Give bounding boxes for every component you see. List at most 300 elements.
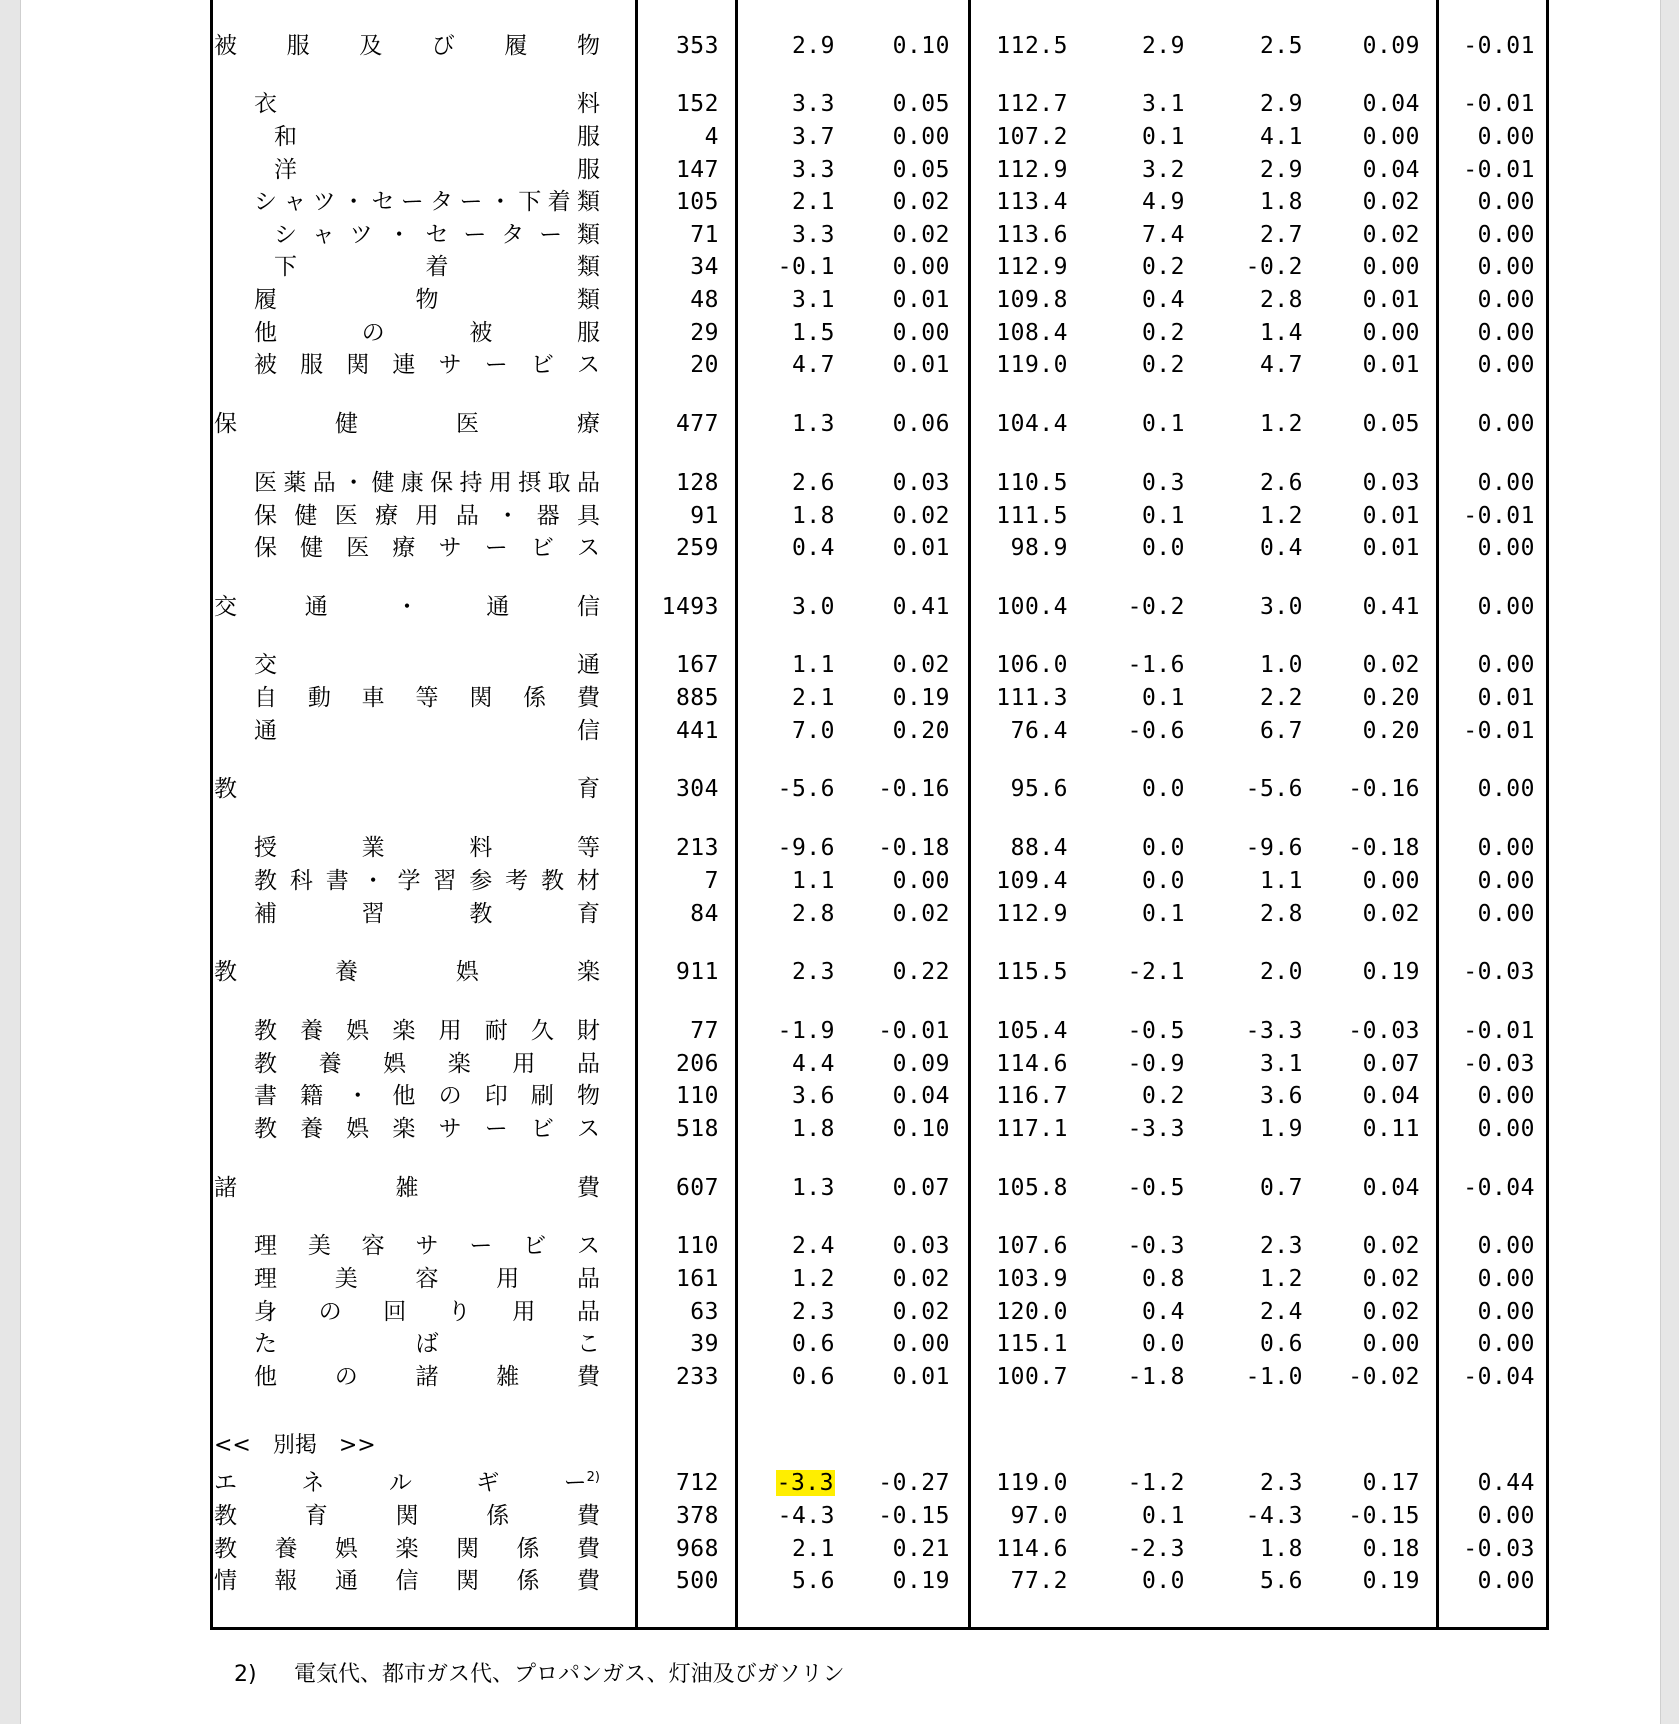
table-row <box>0 219 1679 251</box>
table-cell: 152 <box>675 91 719 117</box>
footnote-text: 電気代、都市ガス代、プロパンガス、灯油及びガソリン <box>294 1662 845 1687</box>
table-cell: 0.19 <box>892 685 950 711</box>
table-cell: 0.00 <box>1477 594 1535 620</box>
table-row <box>0 1328 1679 1360</box>
table-cell: -0.18 <box>1348 835 1420 861</box>
table-cell: 0.17 <box>1362 1470 1420 1496</box>
table-cell: 0.2 <box>1141 352 1185 378</box>
table-cell: 0.6 <box>791 1331 835 1357</box>
table-cell: 0.4 <box>791 535 835 561</box>
table-cell: -0.16 <box>878 776 950 802</box>
table-cell: 0.04 <box>1362 91 1420 117</box>
table-cell: -0.27 <box>878 1470 950 1496</box>
table-cell: 0.01 <box>1477 685 1535 711</box>
table-cell: 0.20 <box>1362 718 1420 744</box>
table-cell: 0.4 <box>1259 535 1303 561</box>
separate-section-heading: << 別掲 >> <box>214 1433 376 1458</box>
table-cell: 0.6 <box>1259 1331 1303 1357</box>
row-label: 教 養 娯 楽 用 耐 久 財 <box>254 1018 600 1044</box>
table-cell: 0.00 <box>892 254 950 280</box>
table-cell: 2.5 <box>1259 33 1303 59</box>
table-cell: 0.06 <box>892 411 950 437</box>
table-cell: 2.0 <box>1259 959 1303 985</box>
table-cell: 1.2 <box>1259 503 1303 529</box>
table-cell: 0.00 <box>1362 868 1420 894</box>
table-cell: 0.00 <box>1477 352 1535 378</box>
table-row <box>0 1467 1679 1499</box>
table-row <box>0 154 1679 186</box>
table-cell: 0.05 <box>1362 411 1420 437</box>
table-row <box>0 121 1679 153</box>
table-row <box>0 865 1679 897</box>
table-cell: 119.0 <box>996 352 1068 378</box>
table-cell: 63 <box>690 1299 719 1325</box>
table-cell: 0.19 <box>1362 959 1420 985</box>
footnote <box>234 1660 845 1690</box>
table-cell: 0.07 <box>892 1175 950 1201</box>
table-cell: 0.00 <box>1477 124 1535 150</box>
table-cell: 103.9 <box>996 1266 1068 1292</box>
row-label: 保 健 医 療 <box>214 411 600 437</box>
table-row <box>0 832 1679 864</box>
table-cell: 1.1 <box>791 868 835 894</box>
table-cell: -3.3 <box>1127 1116 1185 1142</box>
table-cell: 0.02 <box>892 652 950 678</box>
table-cell: 110 <box>675 1083 719 1109</box>
table-cell: 2.2 <box>1259 685 1303 711</box>
row-label: 被 服 関 連 サ ー ビ ス <box>254 352 600 378</box>
table-cell: 0.0 <box>1141 535 1185 561</box>
table-cell: -0.9 <box>1127 1051 1185 1077</box>
table-cell: 0.04 <box>1362 1175 1420 1201</box>
table-cell: 0.07 <box>1362 1051 1420 1077</box>
table-cell: 0.02 <box>892 1299 950 1325</box>
table-cell: 112.5 <box>996 33 1068 59</box>
table-cell: 76.4 <box>1010 718 1068 744</box>
row-label: シ ャ ツ ・ セ ー タ ー 類 <box>274 222 600 248</box>
table-cell: 109.4 <box>996 868 1068 894</box>
table-cell: 2.4 <box>791 1233 835 1259</box>
table-cell: -0.01 <box>1463 503 1535 529</box>
table-row <box>0 1172 1679 1204</box>
table-cell: -0.15 <box>878 1503 950 1529</box>
table-cell: 0.02 <box>1362 1299 1420 1325</box>
table-cell: 114.6 <box>996 1051 1068 1077</box>
table-cell: 2.3 <box>791 959 835 985</box>
table-cell: 0.04 <box>1362 157 1420 183</box>
table-row <box>0 532 1679 564</box>
table-cell: -0.04 <box>1463 1364 1535 1390</box>
table-cell: -0.03 <box>1348 1018 1420 1044</box>
table-cell: 0.00 <box>1362 320 1420 346</box>
row-label: 補 習 教 育 <box>254 901 600 927</box>
table-cell: 112.9 <box>996 901 1068 927</box>
table-cell: 0.02 <box>1362 222 1420 248</box>
row-label: 教 養 娯 楽 サ ー ビ ス <box>254 1116 600 1142</box>
table-cell: -0.01 <box>1463 91 1535 117</box>
table-cell: 0.05 <box>892 157 950 183</box>
table-cell: 112.9 <box>996 254 1068 280</box>
table-cell: 2.8 <box>1259 901 1303 927</box>
table-cell: 105.4 <box>996 1018 1068 1044</box>
table-row <box>0 1048 1679 1080</box>
table-cell: 911 <box>675 959 719 985</box>
table-cell: 1493 <box>661 594 719 620</box>
table-cell: 0.01 <box>892 535 950 561</box>
table-cell: 2.6 <box>1259 470 1303 496</box>
table-cell: 34 <box>690 254 719 280</box>
table-cell: 0.00 <box>1477 320 1535 346</box>
table-cell: 0.18 <box>1362 1536 1420 1562</box>
table-cell: 1.3 <box>791 1175 835 1201</box>
table-row <box>0 186 1679 218</box>
row-label: 教 育 <box>214 776 600 802</box>
table-row <box>0 500 1679 532</box>
table-cell: -0.01 <box>1463 157 1535 183</box>
table-cell: -0.15 <box>1348 1503 1420 1529</box>
table-cell: 29 <box>690 320 719 346</box>
table-cell: 0.03 <box>1362 470 1420 496</box>
table-row <box>0 251 1679 283</box>
table-cell: 107.2 <box>996 124 1068 150</box>
row-label: 被 服 及 び 履 物 <box>214 33 600 59</box>
table-cell: 100.4 <box>996 594 1068 620</box>
table-cell: 0.1 <box>1141 901 1185 927</box>
table-cell: 1.0 <box>1259 652 1303 678</box>
table-cell: 0.41 <box>892 594 950 620</box>
table-cell: -0.02 <box>1348 1364 1420 1390</box>
table-cell: 518 <box>675 1116 719 1142</box>
table-cell: 4 <box>704 124 719 150</box>
table-cell: 2.9 <box>1141 33 1185 59</box>
table-cell: 97.0 <box>1010 1503 1068 1529</box>
table-row <box>0 1015 1679 1047</box>
table-cell: 0.02 <box>1362 1266 1420 1292</box>
row-label: 教 養 娯 楽 関 係 費 <box>214 1536 600 1562</box>
table-cell: 0.1 <box>1141 124 1185 150</box>
row-label: 教 育 関 係 費 <box>214 1503 600 1529</box>
table-cell: 233 <box>675 1364 719 1390</box>
table-cell: 71 <box>690 222 719 248</box>
table-row <box>0 1080 1679 1112</box>
table-cell: 0.00 <box>1477 776 1535 802</box>
table-cell: 1.9 <box>1259 1116 1303 1142</box>
table-cell: 1.4 <box>1259 320 1303 346</box>
table-cell: 0.00 <box>1477 222 1535 248</box>
table-cell: 107.6 <box>996 1233 1068 1259</box>
table-cell: 2.7 <box>1259 222 1303 248</box>
table-cell: 0.1 <box>1141 411 1185 437</box>
table-row <box>0 1296 1679 1328</box>
row-label: 洋 服 <box>274 157 600 183</box>
row-label: エ ネ ル ギ ー$^{2)}$ <box>214 1470 600 1496</box>
footnote-number: 2) <box>234 1662 257 1687</box>
table-cell: 0.00 <box>1477 652 1535 678</box>
table-cell: 0.00 <box>1477 1233 1535 1259</box>
row-label: 理 美 容 サ ー ビ ス <box>254 1233 600 1259</box>
row-label: 交 通 ・ 通 信 <box>214 594 600 620</box>
table-row <box>0 591 1679 623</box>
row-label: 身 の 回 り 用 品 <box>254 1299 600 1325</box>
table-cell: 0.01 <box>1362 352 1420 378</box>
row-label: シ ャ ツ ・ セ ー タ ー ・ 下 着 類 <box>254 189 600 215</box>
row-label: 自 動 車 等 関 係 費 <box>254 685 600 711</box>
table-cell: 7.0 <box>791 718 835 744</box>
table-cell: 2.3 <box>1259 1233 1303 1259</box>
table-cell: 1.8 <box>791 503 835 529</box>
table-cell: 213 <box>675 835 719 861</box>
table-cell: 91 <box>690 503 719 529</box>
table-cell: 3.6 <box>791 1083 835 1109</box>
table-cell: -0.01 <box>1463 1018 1535 1044</box>
table-cell: 3.0 <box>1259 594 1303 620</box>
table-cell: 0.2 <box>1141 320 1185 346</box>
table-cell: 108.4 <box>996 320 1068 346</box>
table-cell: -9.6 <box>777 835 835 861</box>
table-cell: 1.8 <box>791 1116 835 1142</box>
table-row <box>0 1500 1679 1532</box>
table-cell: 0.20 <box>1362 685 1420 711</box>
row-label: 授 業 料 等 <box>254 835 600 861</box>
table-cell: 0.44 <box>1477 1470 1535 1496</box>
table-cell: 1.2 <box>1259 1266 1303 1292</box>
table-cell: 0.20 <box>892 718 950 744</box>
row-label: 教 養 娯 楽 用 品 <box>254 1051 600 1077</box>
table-cell: -0.5 <box>1127 1018 1185 1044</box>
table-cell: 0.7 <box>1259 1175 1303 1201</box>
table-cell: -2.3 <box>1127 1536 1185 1562</box>
table-cell: 0.05 <box>892 91 950 117</box>
row-label: 交 通 <box>254 652 600 678</box>
table-row <box>0 1230 1679 1262</box>
table-cell: 2.1 <box>791 1536 835 1562</box>
table-cell: 104.4 <box>996 411 1068 437</box>
table-cell: 4.4 <box>791 1051 835 1077</box>
table-cell: 48 <box>690 287 719 313</box>
table-cell: 1.2 <box>1259 411 1303 437</box>
table-cell: 0.00 <box>1362 124 1420 150</box>
table-cell: 88.4 <box>1010 835 1068 861</box>
table-row <box>0 349 1679 381</box>
table-cell: 2.6 <box>791 470 835 496</box>
table-cell: 0.04 <box>1362 1083 1420 1109</box>
table-cell: -0.16 <box>1348 776 1420 802</box>
table-row <box>0 1533 1679 1565</box>
row-label: 保 健 医 療 用 品 ・ 器 具 <box>254 503 600 529</box>
table-cell: -0.3 <box>1127 1233 1185 1259</box>
table-cell: 712 <box>675 1470 719 1496</box>
table-cell: 115.1 <box>996 1331 1068 1357</box>
table-cell: 0.02 <box>1362 901 1420 927</box>
table-cell: 7.4 <box>1141 222 1185 248</box>
table-cell: 0.01 <box>892 352 950 378</box>
table-cell: 167 <box>675 652 719 678</box>
table-cell: 115.5 <box>996 959 1068 985</box>
table-cell: 77.2 <box>1010 1568 1068 1594</box>
table-cell: 0.2 <box>1141 254 1185 280</box>
table-cell: 161 <box>675 1266 719 1292</box>
table-cell: 3.7 <box>791 124 835 150</box>
table-cell: 110 <box>675 1233 719 1259</box>
table-cell: -5.6 <box>777 776 835 802</box>
table-cell: 113.6 <box>996 222 1068 248</box>
table-cell: 0.4 <box>1141 287 1185 313</box>
table-cell: 2.9 <box>1259 91 1303 117</box>
row-label: 医 薬 品 ・ 健 康 保 持 用 摂 取 品 <box>254 470 600 496</box>
table-cell: 0.4 <box>1141 1299 1185 1325</box>
table-cell: 0.09 <box>892 1051 950 1077</box>
table-cell <box>776 1467 835 1499</box>
table-cell: 2.8 <box>791 901 835 927</box>
table-cell: -5.6 <box>1245 776 1303 802</box>
table-cell: -1.9 <box>777 1018 835 1044</box>
table-cell: 39 <box>690 1331 719 1357</box>
row-label: 和 服 <box>274 124 600 150</box>
table-cell: -0.2 <box>1127 594 1185 620</box>
table-row <box>0 467 1679 499</box>
table-cell: -1.6 <box>1127 652 1185 678</box>
table-cell: 84 <box>690 901 719 927</box>
table-cell: 6.7 <box>1259 718 1303 744</box>
table-cell: 116.7 <box>996 1083 1068 1109</box>
table-cell: -0.01 <box>1463 718 1535 744</box>
table-cell: 110.5 <box>996 470 1068 496</box>
row-label: 履 物 類 <box>254 287 600 313</box>
table-cell: 0.02 <box>892 189 950 215</box>
table-cell: 0.1 <box>1141 503 1185 529</box>
table-cell: 0.00 <box>1477 1299 1535 1325</box>
table-row <box>0 956 1679 988</box>
table-cell: 1.3 <box>791 411 835 437</box>
table-cell: 2.8 <box>1259 287 1303 313</box>
table-cell: 206 <box>675 1051 719 1077</box>
table-cell: 0.01 <box>1362 503 1420 529</box>
table-cell: 0.00 <box>892 1331 950 1357</box>
table-cell: -4.3 <box>1245 1503 1303 1529</box>
table-cell: 0.21 <box>892 1536 950 1562</box>
table-cell: 128 <box>675 470 719 496</box>
table-cell: -0.1 <box>777 254 835 280</box>
table-cell: 0.03 <box>892 1233 950 1259</box>
table-cell: -9.6 <box>1245 835 1303 861</box>
table-row <box>0 1565 1679 1597</box>
table-cell: 0.01 <box>1362 287 1420 313</box>
table-cell: -2.1 <box>1127 959 1185 985</box>
table-cell: 885 <box>675 685 719 711</box>
table-cell: -0.2 <box>1245 254 1303 280</box>
table-cell: 3.3 <box>791 91 835 117</box>
table-cell: 3.3 <box>791 157 835 183</box>
table-cell: 0.02 <box>1362 189 1420 215</box>
table-cell: 1.1 <box>791 652 835 678</box>
table-cell: 113.4 <box>996 189 1068 215</box>
table-cell: 0.0 <box>1141 868 1185 894</box>
table-cell: 0.00 <box>892 868 950 894</box>
table-cell: 477 <box>675 411 719 437</box>
table-row <box>0 1113 1679 1145</box>
row-label: た ば こ <box>254 1331 600 1357</box>
table-cell: 378 <box>675 1503 719 1529</box>
table-cell: 0.00 <box>892 124 950 150</box>
table-cell: -0.01 <box>878 1018 950 1044</box>
table-cell: -0.5 <box>1127 1175 1185 1201</box>
table-cell: 111.5 <box>996 503 1068 529</box>
table-cell: -4.3 <box>777 1503 835 1529</box>
table-cell: 0.04 <box>892 1083 950 1109</box>
table-cell: 2.9 <box>1259 157 1303 183</box>
table-cell: 0.01 <box>1362 535 1420 561</box>
table-cell: 112.9 <box>996 157 1068 183</box>
table-cell: 0.22 <box>892 959 950 985</box>
table-cell: 0.02 <box>892 1266 950 1292</box>
table-cell: 0.02 <box>892 503 950 529</box>
table-cell: 0.00 <box>1477 868 1535 894</box>
table-cell: 106.0 <box>996 652 1068 678</box>
table-cell: -0.03 <box>1463 1536 1535 1562</box>
table-cell: 259 <box>675 535 719 561</box>
table-cell: 0.00 <box>1477 1568 1535 1594</box>
table-cell: 1.1 <box>1259 868 1303 894</box>
table-cell: 95.6 <box>1010 776 1068 802</box>
table-cell: 0.3 <box>1141 470 1185 496</box>
table-cell: 5.6 <box>791 1568 835 1594</box>
table-cell: 1.2 <box>791 1266 835 1292</box>
table-cell: 4.9 <box>1141 189 1185 215</box>
table-cell: 0.01 <box>892 1364 950 1390</box>
table-cell: 109.8 <box>996 287 1068 313</box>
row-label: 通 信 <box>254 718 600 744</box>
row-label: 諸 雑 費 <box>214 1175 600 1201</box>
table-row <box>0 649 1679 681</box>
table-cell: 0.00 <box>1477 1331 1535 1357</box>
table-cell: 111.3 <box>996 685 1068 711</box>
table-cell: 117.1 <box>996 1116 1068 1142</box>
row-label: 教 養 娯 楽 <box>214 959 600 985</box>
row-label: 書 籍 ・ 他 の 印 刷 物 <box>254 1083 600 1109</box>
table-cell: 7 <box>704 868 719 894</box>
table-row <box>0 88 1679 120</box>
table-cell: 0.00 <box>1477 411 1535 437</box>
table-cell: 105 <box>675 189 719 215</box>
table-cell: 0.0 <box>1141 835 1185 861</box>
table-cell: 304 <box>675 776 719 802</box>
table-cell: 3.1 <box>791 287 835 313</box>
table-cell: 3.2 <box>1141 157 1185 183</box>
table-cell: 2.9 <box>791 33 835 59</box>
table-cell: 119.0 <box>996 1470 1068 1496</box>
table-cell: 5.6 <box>1259 1568 1303 1594</box>
table-cell: 2.1 <box>791 685 835 711</box>
table-cell: 0.00 <box>1477 901 1535 927</box>
table-cell: 0.00 <box>1362 254 1420 280</box>
row-label: 他 の 被 服 <box>254 320 600 346</box>
table-cell: 3.1 <box>1259 1051 1303 1077</box>
table-cell: 0.02 <box>1362 1233 1420 1259</box>
row-label: 下 着 類 <box>274 254 600 280</box>
table-cell: 0.03 <box>892 470 950 496</box>
table-cell: 0.0 <box>1141 1331 1185 1357</box>
table-cell: 0.02 <box>892 901 950 927</box>
table-cell: 0.0 <box>1141 776 1185 802</box>
table-cell: 2.1 <box>791 189 835 215</box>
table-cell: 0.8 <box>1141 1266 1185 1292</box>
table-cell: -0.03 <box>1463 959 1535 985</box>
table-cell: -1.2 <box>1127 1470 1185 1496</box>
table-row <box>0 408 1679 440</box>
table-row <box>0 773 1679 805</box>
table-cell: 1.8 <box>1259 189 1303 215</box>
table-cell: 441 <box>675 718 719 744</box>
